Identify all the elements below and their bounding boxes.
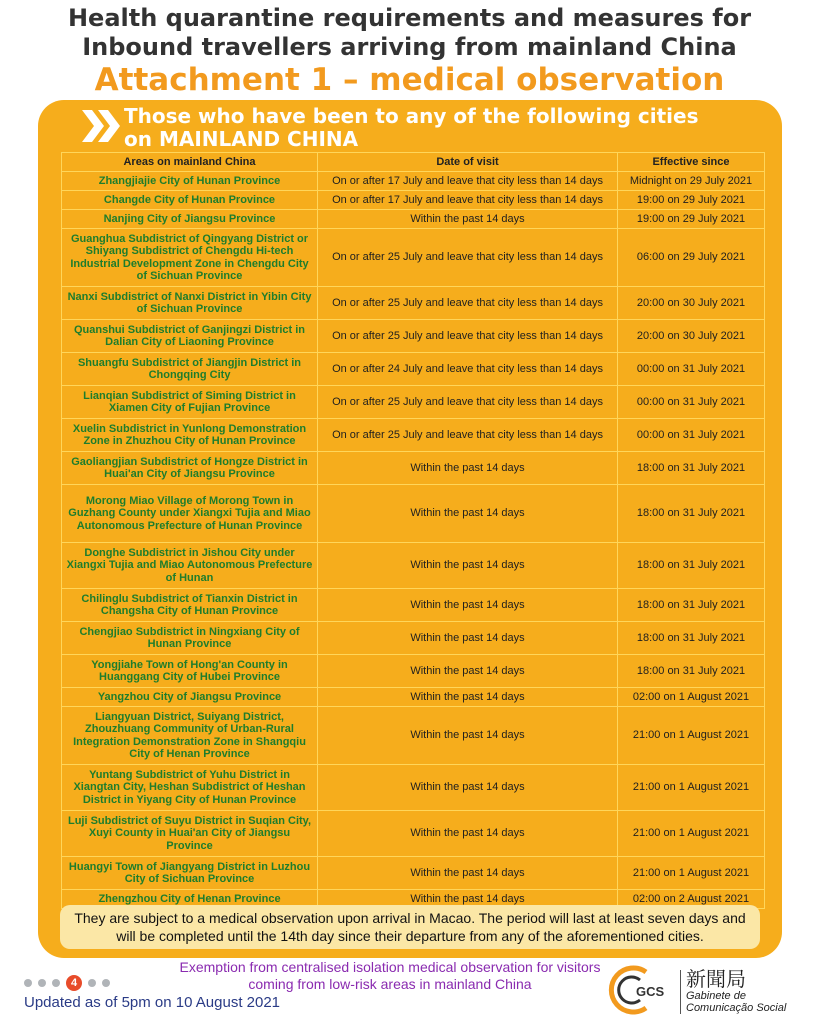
date-of-visit-cell: Within the past 14 days (318, 890, 618, 909)
area-cell: Shuangfu Subdistrict of Jiangjin District in Chongqing City (62, 353, 318, 386)
page-dot[interactable] (102, 979, 110, 987)
date-of-visit-cell: On or after 25 July and leave that city less than 14 days (318, 320, 618, 353)
double-chevron-icon (82, 106, 122, 146)
area-cell: Huangyi Town of Jiangyang District in Luzhou City of Sichuan Province (62, 857, 318, 890)
area-cell: Quanshui Subdistrict of Ganjingzi District in Dalian City of Liaoning Province (62, 320, 318, 353)
date-of-visit-cell: Within the past 14 days (318, 688, 618, 707)
area-cell: Zhengzhou City of Henan Province (62, 890, 318, 909)
date-of-visit-cell: Within the past 14 days (318, 622, 618, 655)
exemption-link[interactable] (150, 959, 630, 993)
date-of-visit-cell: Within the past 14 days (318, 543, 618, 589)
area-cell: Nanjing City of Jiangsu Province (62, 210, 318, 229)
area-cell: Yangzhou City of Jiangsu Province (62, 688, 318, 707)
effective-since-cell: 02:00 on 2 August 2021 (618, 890, 765, 909)
observation-note: They are subject to a medical observation upon arrival in Macao. The period will last at least seven days and will be completed until the 14th day since their departure from any of the aforementioned cities. (60, 905, 760, 949)
area-cell: Gaoliangjian Subdistrict of Hongze District in Huai'an City of Jiangsu Province (62, 452, 318, 485)
effective-since-cell: 06:00 on 29 July 2021 (618, 229, 765, 287)
table-row (62, 353, 765, 386)
header-effective: Effective since (618, 153, 765, 172)
table-row (62, 765, 765, 811)
title-line-2: Inbound travellers arriving from mainland China (82, 33, 737, 61)
date-of-visit-cell: Within the past 14 days (318, 655, 618, 688)
logo-portuguese-line-1: Gabinete de (686, 990, 746, 1002)
date-of-visit-cell: On or after 17 July and leave that city less than 14 days (318, 172, 618, 191)
updated-timestamp: Updated as of 5pm on 10 August 2021 (24, 994, 281, 1011)
effective-since-cell: 21:00 on 1 August 2021 (618, 707, 765, 765)
date-of-visit-cell: Within the past 14 days (318, 589, 618, 622)
page-indicator (24, 975, 116, 991)
table-row (62, 287, 765, 320)
page-dot[interactable] (88, 979, 96, 987)
date-of-visit-cell: Within the past 14 days (318, 707, 618, 765)
area-cell: Changde City of Hunan Province (62, 191, 318, 210)
date-of-visit-cell: On or after 24 July and leave that city less than 14 days (318, 353, 618, 386)
section-heading-line-1: Those who have been to any of the following cities (124, 104, 699, 128)
effective-since-cell: 20:00 on 30 July 2021 (618, 320, 765, 353)
effective-since-cell: 21:00 on 1 August 2021 (618, 765, 765, 811)
table-row (62, 688, 765, 707)
table-row (62, 172, 765, 191)
date-of-visit-cell: Within the past 14 days (318, 811, 618, 857)
date-of-visit-cell: On or after 25 July and leave that city less than 14 days (318, 419, 618, 452)
effective-since-cell: Midnight on 29 July 2021 (618, 172, 765, 191)
area-cell: Xuelin Subdistrict in Yunlong Demonstration Zone in Zhuzhou City of Hunan Province (62, 419, 318, 452)
exemption-line-2: coming from low-risk areas in mainland China (248, 976, 532, 992)
area-cell: Donghe Subdistrict in Jishou City under Xiangxi Tujia and Miao Autonomous Prefecture of Hunan (62, 543, 318, 589)
effective-since-cell: 18:00 on 31 July 2021 (618, 622, 765, 655)
page-dot[interactable] (38, 979, 46, 987)
effective-since-cell: 18:00 on 31 July 2021 (618, 543, 765, 589)
date-of-visit-cell: Within the past 14 days (318, 452, 618, 485)
effective-since-cell: 18:00 on 31 July 2021 (618, 589, 765, 622)
logo-divider (680, 970, 681, 1014)
section-heading-line-2: on MAINLAND CHINA (124, 127, 359, 151)
area-cell: Guanghua Subdistrict of Qingyang District or Shiyang Subdistrict of Chengdu Hi-tech Industrial Development Zone in Chengdu City of Sichuan Province (62, 229, 318, 287)
effective-since-cell: 19:00 on 29 July 2021 (618, 191, 765, 210)
logo-chinese: 新聞局 (686, 967, 746, 991)
table-row (62, 320, 765, 353)
area-cell: Yongjiahe Town of Hong'an County in Huanggang City of Hubei Province (62, 655, 318, 688)
area-cell: Lianqian Subdistrict of Siming District in Xiamen City of Fujian Province (62, 386, 318, 419)
area-cell: Zhangjiajie City of Hunan Province (62, 172, 318, 191)
table-row (62, 210, 765, 229)
table-row (62, 857, 765, 890)
date-of-visit-cell: On or after 25 July and leave that city less than 14 days (318, 287, 618, 320)
table-row (62, 452, 765, 485)
date-of-visit-cell: On or after 17 July and leave that city less than 14 days (318, 191, 618, 210)
effective-since-cell: 18:00 on 31 July 2021 (618, 485, 765, 543)
subtitle: Attachment 1 – medical observation (94, 62, 725, 98)
effective-since-cell: 21:00 on 1 August 2021 (618, 857, 765, 890)
area-cell: Liangyuan District, Suiyang District, Zhouzhuang Community of Urban-Rural Integration Demonstration Zone in Shangqiu City of Henan Province (62, 707, 318, 765)
table-row (62, 386, 765, 419)
table-row (62, 622, 765, 655)
area-cell: Nanxi Subdistrict of Nanxi District in Yibin City of Sichuan Province (62, 287, 318, 320)
section-heading (124, 105, 698, 151)
area-cell: Chilinglu Subdistrict of Tianxin District in Changsha City of Hunan Province (62, 589, 318, 622)
date-of-visit-cell: Within the past 14 days (318, 485, 618, 543)
table-row (62, 191, 765, 210)
areas-table (61, 152, 765, 909)
table-row (62, 229, 765, 287)
effective-since-cell: 20:00 on 30 July 2021 (618, 287, 765, 320)
logo-portuguese-line-2: Comunicação Social (686, 1002, 787, 1014)
table-row (62, 707, 765, 765)
table-row (62, 419, 765, 452)
date-of-visit-cell: On or after 25 July and leave that city less than 14 days (318, 386, 618, 419)
header-areas: Areas on mainland China (62, 153, 318, 172)
exemption-line-1: Exemption from centralised isolation medical observation for visitors (179, 959, 601, 975)
effective-since-cell: 00:00 on 31 July 2021 (618, 419, 765, 452)
table-header-row (62, 153, 765, 172)
table-row (62, 543, 765, 589)
date-of-visit-cell: Within the past 14 days (318, 765, 618, 811)
effective-since-cell: 19:00 on 29 July 2021 (618, 210, 765, 229)
effective-since-cell: 18:00 on 31 July 2021 (618, 452, 765, 485)
area-cell: Luji Subdistrict of Suyu District in Suqian City, Xuyi County in Huai'an City of Jiangsu Province (62, 811, 318, 857)
date-of-visit-cell: Within the past 14 days (318, 857, 618, 890)
page-dot[interactable] (24, 979, 32, 987)
header-date: Date of visit (318, 153, 618, 172)
effective-since-cell: 00:00 on 31 July 2021 (618, 386, 765, 419)
area-cell: Chengjiao Subdistrict in Ningxiang City of Hunan Province (62, 622, 318, 655)
page-dot[interactable] (52, 979, 60, 987)
effective-since-cell: 02:00 on 1 August 2021 (618, 688, 765, 707)
date-of-visit-cell: Within the past 14 days (318, 210, 618, 229)
logo-letters: GCS (636, 984, 665, 999)
gcs-logo-icon (606, 964, 665, 1016)
area-cell: Yuntang Subdistrict of Yuhu District in Xiangtan City, Heshan Subdistrict of Heshan District in Yiyang City of Hunan Province (62, 765, 318, 811)
logo-text (686, 968, 786, 1014)
title-line-1: Health quarantine requirements and measures for (67, 4, 752, 32)
table-row (62, 485, 765, 543)
table-row (62, 655, 765, 688)
date-of-visit-cell: On or after 25 July and leave that city less than 14 days (318, 229, 618, 287)
page-dot-active[interactable]: 4 (66, 975, 82, 991)
effective-since-cell: 18:00 on 31 July 2021 (618, 655, 765, 688)
table-row (62, 589, 765, 622)
area-cell: Morong Miao Village of Morong Town in Guzhang County under Xiangxi Tujia and Miao Autonomous Prefecture of Hunan Province (62, 485, 318, 543)
effective-since-cell: 21:00 on 1 August 2021 (618, 811, 765, 857)
table-row (62, 811, 765, 857)
effective-since-cell: 00:00 on 31 July 2021 (618, 353, 765, 386)
